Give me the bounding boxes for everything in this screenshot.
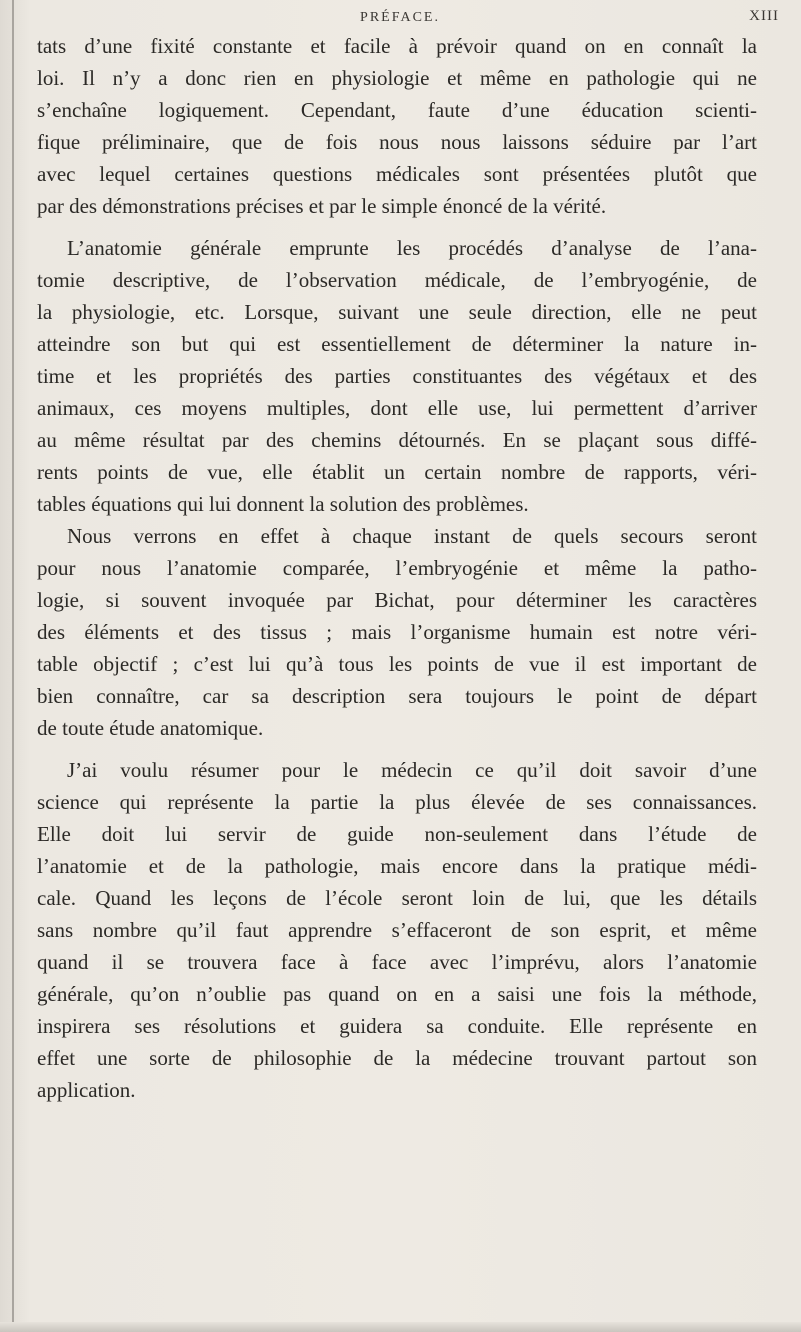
text-line: loi. Il n’y a donc rien en physiologie et même en pathologie qui ne (37, 66, 757, 90)
text-line: pour nous l’anatomie comparée, l’embryogénie et même la patho- (37, 556, 757, 580)
text-line: tables équations qui lui donnent la solution des problèmes. (37, 492, 529, 516)
paragraph-gap (37, 222, 757, 232)
text-line: l’anatomie et de la pathologie, mais encore dans la pratique médi- (37, 854, 757, 878)
text-line: time et les propriétés des parties constituantes des végétaux et des (37, 364, 757, 388)
text-line: J’ai voulu résumer pour le médecin ce qu’il doit savoir d’une (67, 758, 757, 782)
text-line: table objectif ; c’est lui qu’à tous les points de vue il est important de (37, 652, 757, 676)
text-line: Nous verrons en effet à chaque instant de quels secours seront (67, 524, 757, 548)
text-line: application. (37, 1078, 136, 1102)
text-line: au même résultat par des chemins détournés. En se plaçant sous diffé- (37, 428, 757, 452)
text-line: L’anatomie générale emprunte les procédés d’analyse de l’ana- (67, 236, 757, 260)
text-line: tomie descriptive, de l’observation médicale, de l’embryogénie, de (37, 268, 757, 292)
paragraph-gap (37, 744, 757, 754)
text-line: animaux, ces moyens multiples, dont elle use, lui permettent d’arriver (37, 396, 757, 420)
text-line: science qui représente la partie la plus élevée de ses connaissances. (37, 790, 757, 814)
page-gutter-edge (12, 0, 14, 1332)
text-line: cale. Quand les leçons de l’école seront loin de lui, que les détails (37, 886, 757, 910)
page-bottom-edge (0, 1322, 801, 1332)
text-line: fique préliminaire, que de fois nous nous laissons séduire par l’art (37, 130, 757, 154)
text-line: par des démonstrations précises et par le simple énoncé de la vérité. (37, 194, 607, 218)
text-line: sans nombre qu’il faut apprendre s’effaceront de son esprit, et même (37, 918, 757, 942)
text-line: quand il se trouvera face à face avec l’imprévu, alors l’anatomie (37, 950, 757, 974)
text-line: avec lequel certaines questions médicales sont présentées plutôt que (37, 162, 757, 186)
page-number: XIII (749, 8, 779, 24)
body-text (37, 30, 757, 1106)
page-header (0, 4, 801, 30)
text-line: rents points de vue, elle établit un certain nombre de rapports, véri- (37, 460, 757, 484)
text-line: bien connaître, car sa description sera toujours le point de départ (37, 684, 757, 708)
running-title: PRÉFACE. (360, 10, 440, 25)
text-line: s’enchaîne logiquement. Cependant, faute d’une éducation scienti- (37, 98, 757, 122)
text-line: générale, qu’on n’oublie pas quand on en a saisi une fois la méthode, (37, 982, 757, 1006)
text-line: des éléments et des tissus ; mais l’organisme humain est notre véri- (37, 620, 757, 644)
text-line: la physiologie, etc. Lorsque, suivant une seule direction, elle ne peut (37, 300, 757, 324)
text-line: Elle doit lui servir de guide non-seulement dans l’étude de (37, 822, 757, 846)
text-line: tats d’une fixité constante et facile à prévoir quand on en connaît la (37, 34, 757, 58)
text-line: effet une sorte de philosophie de la médecine trouvant partout son (37, 1046, 757, 1070)
text-line: atteindre son but qui est essentiellement de déterminer la nature in- (37, 332, 757, 356)
text-line: inspirera ses résolutions et guidera sa conduite. Elle représente en (37, 1014, 757, 1038)
text-line: logie, si souvent invoquée par Bichat, pour déterminer les caractères (37, 588, 757, 612)
text-line: de toute étude anatomique. (37, 716, 264, 740)
